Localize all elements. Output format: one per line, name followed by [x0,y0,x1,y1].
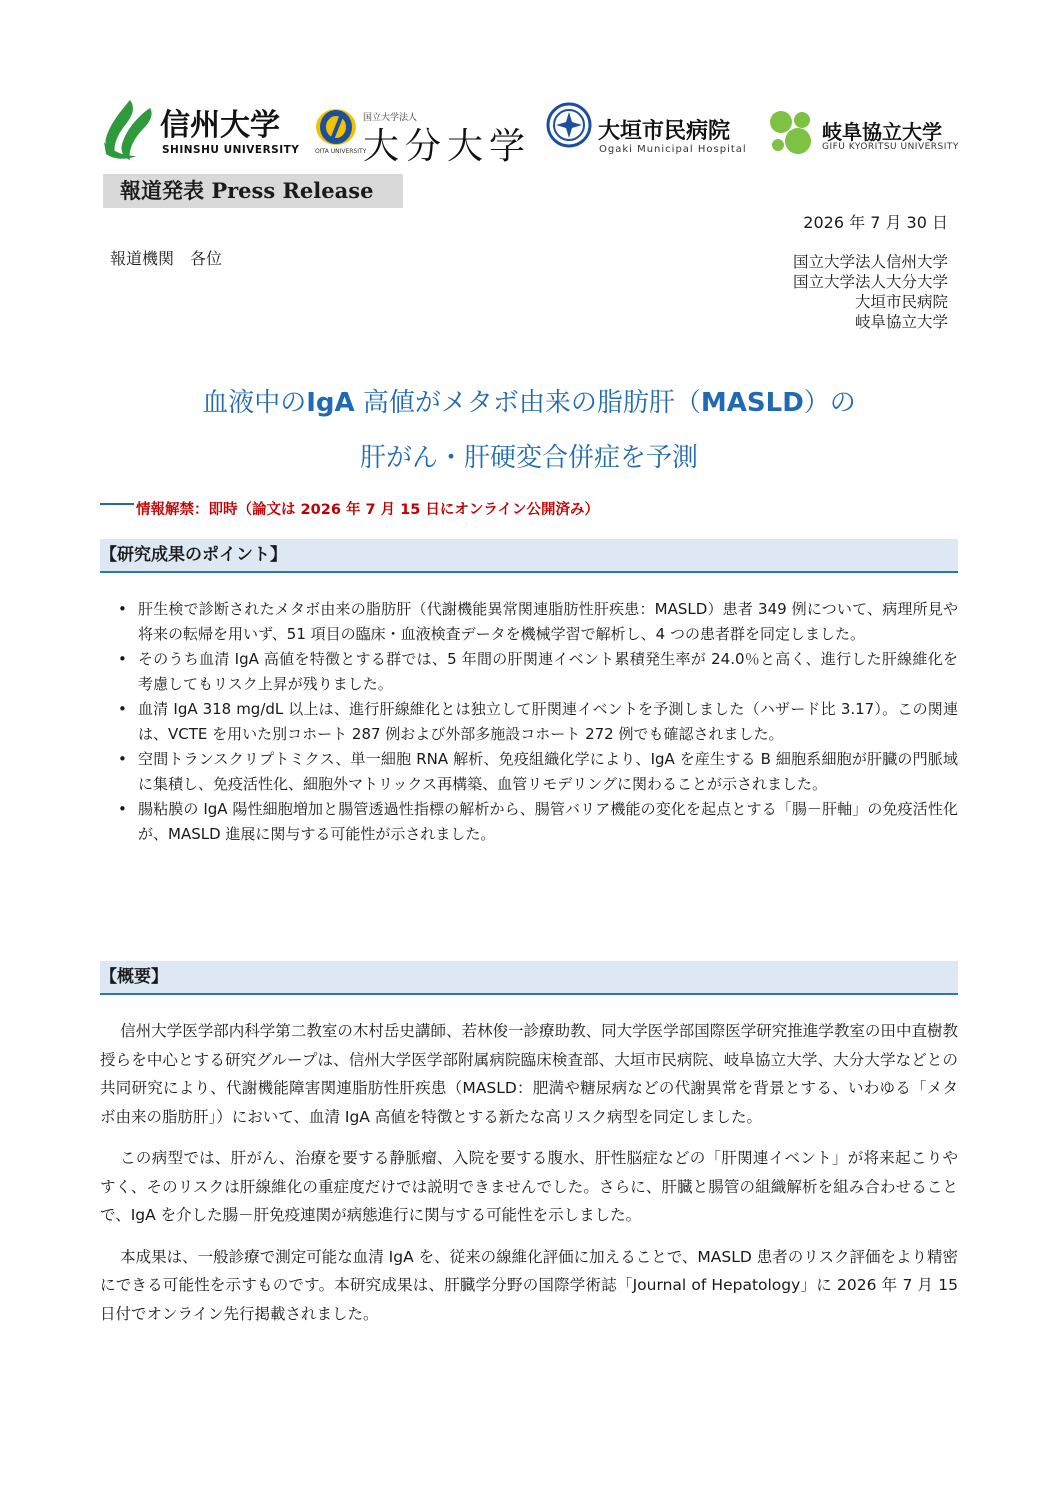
gifu-logo-name: 岐阜協立大学 [822,120,942,144]
list-item: • そのうち血清 IgA 高値を特徴とする群では、5 年間の肝関連イベント累積発生率が 24.0％と高く、進行した肝線維化を考慮してもリスク上昇が残りました。 [118,647,958,696]
list-item: • 腸粘膜の IgA 陽性細胞増加と腸管透過性指標の解析から、腸管バリア機能の変化を起点とする「腸－肝軸」の免疫活性化が、MASLD 進展に関与する可能性が示されました。 [118,797,958,846]
release-date: 2026 年 7 月 30 日 [803,213,948,232]
title-line-1: 血液中のIgA 高値がメタボ由来の脂肪肝（MASLD）の [202,388,856,418]
org-ogaki: 大垣市民病院 [854,293,948,311]
list-item: • 肝生検で診断されたメタボ由来の脂肪肝（代謝機能異常関連脂肪性肝疾患：MASLD）患者 349 例について、病理所見や将来の転帰を用いず、51 項目の臨床・血液検査データを機械学習で解析し、4 つの患者群を同定しました。 [118,597,958,646]
bullet-icon: • [118,800,127,818]
title-line-2: 肝がん・肝硬変合併症を予測 [359,443,698,473]
gifu-kyoritsu-logo [768,96,968,162]
oita-university-logo [313,96,533,167]
press-label-en: Press Release [211,178,374,203]
oita-logo-name: 大分大学 [363,126,532,167]
bullet-icon: • [118,600,127,618]
gifu-dots-icon [768,108,816,156]
summary-paragraph-1: 信州大学医学部内科学第二教室の木村岳史講師、若林俊一診療助教、同大学医学部国際医学研究推進学教室の田中直樹教授らを中心とする研究グループは、信州大学医学部附属病院臨床検査部、大垣市民病院、岐阜協立大学、大分大学などとの共同研究により、代謝機能障害関連脂肪性肝疾患（MASLD：肥満や糖尿病などの代謝異常を背景とする、いわゆる「メタボ由来の脂肪肝」）において、血清 IgA 高値を特徴とする新たな高リスク病型を同定しました。 [100,1022,958,1126]
list-item: • 空間トランスクリプトミクス、単一細胞 RNA 解析、免疫組織化学により、IgA を産生する B 細胞系細胞が肝臓の門脈域に集積し、免疫活性化、細胞外マトリックス再構築、血管リモデリングに関わることが示されました。 [118,747,958,796]
ogaki-seal-icon [546,102,592,148]
recipients: 報道機関 各位 [110,249,223,268]
embargo-notice [100,498,599,519]
shinshu-logo-name: 信州大学 [160,108,280,143]
shinshu-university-logo [100,96,300,162]
list-item: • 血清 IgA 318 mg/dL 以上は、進行肝線維化とは独立して肝関連イベントを予測しました（ハザード比 3.17）。この関連は、VCTE を用いた別コホート 287 例および外部多施設コホート 272 例でも確認されました。 [118,697,958,746]
shinshu-logo-sub: SHINSHU UNIVERSITY [162,144,300,156]
oita-emblem-icon [313,106,359,148]
logo-row [100,96,960,167]
bullet-icon: • [118,700,127,718]
embargo-text: 情報解禁：即時（論文は 2026 年 7 月 15 日にオンライン公開済み） [136,502,599,518]
points-heading: 【研究成果のポイント】 [100,539,958,573]
embargo-dash [100,503,134,505]
issuing-organizations [793,252,948,332]
page-title [0,376,1058,486]
oita-logo-tiny2: OITA UNIVERSITY [315,148,367,155]
org-gifu: 岐阜協立大学 [854,313,948,331]
ogaki-logo-sub: Ogaki Municipal Hospital [599,144,747,155]
bullet-icon: • [118,650,127,668]
gifu-logo-sub: GIFU KYORITSU UNIVERSITY [822,142,959,152]
press-label-jp: 報道発表 [120,179,204,203]
bullet-icon: • [118,750,127,768]
oita-logo-tiny: 国立大学法人 [363,113,418,123]
points-list [118,597,958,847]
shinshu-leaf-icon [100,98,158,162]
press-release-label [103,174,403,208]
org-shinshu: 国立大学法人信州大学 [792,253,948,271]
org-oita: 国立大学法人大分大学 [792,273,948,291]
summary-paragraph-2: この病型では、肝がん、治療を要する静脈瘤、入院を要する腹水、肝性脳症などの「肝関連イベント」が将来起こりやすく、そのリスクは肝線維化の重症度だけでは説明できませんでした。さらに、肝臓と腸管の組織解析を組み合わせることで、IgA を介した腸－肝免疫連関が病態進行に関与する可能性を示しました。 [100,1149,958,1224]
summary-heading: 【概要】 [100,961,958,995]
summary-body [100,1017,958,1341]
summary-paragraph-3: 本成果は、一般診療で測定可能な血清 IgA を、従来の線維化評価に加えることで、MASLD 患者のリスク評価をより精密にできる可能性を示すものです。本研究成果は、肝臓学分野の国際学術誌「Journal of Hepatology」に 2026 年 7 月 15 日付でオンライン先行掲載されました。 [100,1247,958,1323]
ogaki-logo-name: 大垣市民病院 [598,119,731,144]
ogaki-hospital-logo [546,96,756,162]
